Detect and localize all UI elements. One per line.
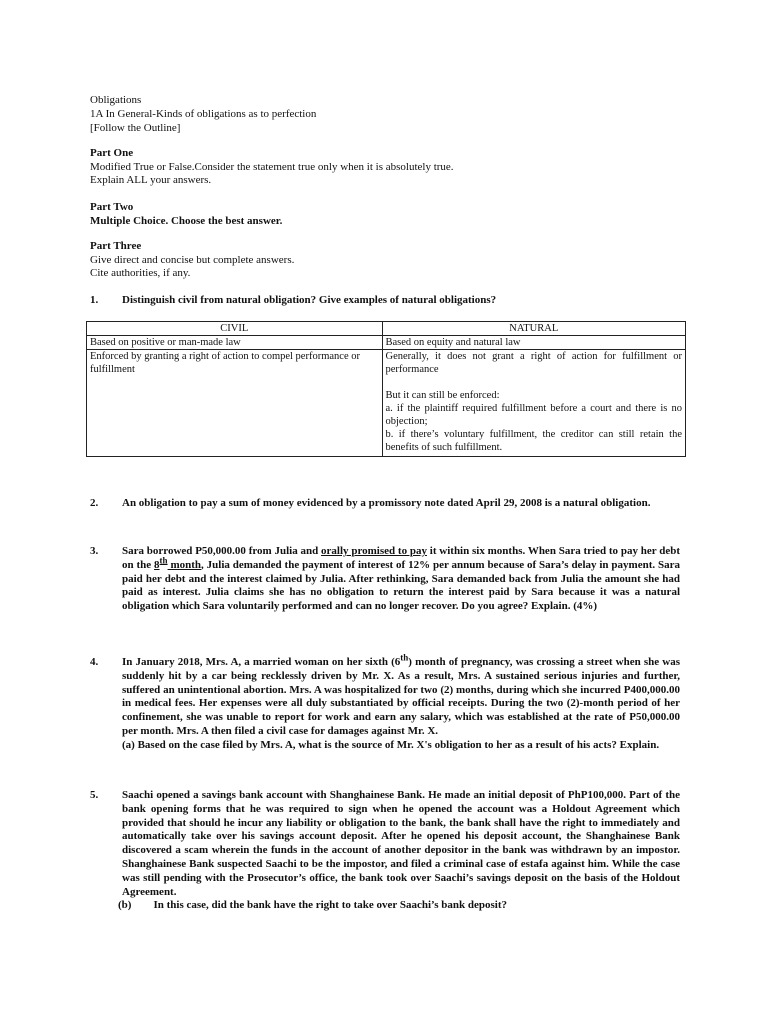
question-subpart: (a) Based on the case filed by Mrs. A, what is the source of Mr. X's obligation to her as a result of his acts? Explain. [122, 738, 660, 751]
question-1 [90, 294, 680, 308]
question-text: Saachi opened a savings bank account with Shanghainese Bank. He made an initial deposit of PhP100,000. Part of the bank opening forms that he was required to sign when he opened the account was a Holdout Agreement which provided that should he incur any liability or obligation to the bank, the bank shall have the right to immediately and automatically take over his savings account deposit. After he opened his deposit account, the Shanghainese Bank discovered a scam wherein the funds in the account of another depositor in the bank was withdrawn by an impostor. Shanghainese Bank suspected Saachi to be the impostor, and filed a criminal case of estafa against him. While the case was still pending with the Prosecutor’s office, the bank took over Saachi’s savings deposit on the basis of the Holdout Agreement. [122, 789, 680, 898]
question-number: 5. [90, 789, 99, 801]
document-header [90, 93, 316, 135]
question-number: 1. [90, 294, 99, 306]
header-line-1: Obligations [90, 94, 142, 106]
question-2 [90, 497, 680, 511]
table-cell: Based on equity and natural law [382, 336, 686, 350]
table-cell: Based on positive or man-made law [87, 336, 383, 350]
part-three-title: Part Three [90, 240, 142, 252]
natural-cell-line: But it can still be enforced: [385, 390, 500, 401]
subpart-label: (b) [118, 899, 132, 912]
part-one-instruction-2: Explain ALL your answers. [90, 174, 212, 186]
question-4 [90, 652, 680, 753]
table-cell [382, 350, 686, 457]
header-line-3: [Follow the Outline] [90, 122, 181, 134]
part-three [90, 240, 294, 281]
part-three-instruction-1: Give direct and concise but complete answers. [90, 253, 295, 266]
question-text: Sara borrowed P50,000.00 from Julia and orally promised to pay it within six months. When Sara tried to pay her debt on the 8th month, Julia demanded the payment of interest of 12% per annum because of Sara’s delay in payment. Sara paid her debt and the interest claimed by Julia. After rethinking, Sara demanded back from Julia the amount she had paid as interest. Julia claims she has no obligation to return the interest paid by Sara because it was a natural obligation which Sara voluntarily performed and can no longer recover. Do you agree? Explain. (4%) [122, 545, 681, 613]
question-subpart [90, 899, 680, 913]
table-row [87, 350, 686, 457]
part-two [90, 201, 282, 228]
table-header-row [87, 322, 686, 336]
natural-cell-line: Generally, it does not grant a right of action for fulfillment or performance [385, 351, 682, 375]
part-one-title: Part One [90, 147, 134, 159]
question-text: In January 2018, Mrs. A, a married woman on her sixth (6th) month of pregnancy, was crossing a street when she was suddenly hit by a car being recklessly driven by Mr. X. As a result, Mrs. A sustained serious injuries and further, suffered an unintentional abortion. Mrs. A was hospitalized for two (2) months, during which she incurred P400,000.00 in medical fees. Her expenses were all duly substantiated by official receipts. During the two (2)-month period of her confinement, she was unable to report for work and earn any salary, which was established at the rate of P50,000.00 per month. Mrs. A then filed a civil case for damages against Mr. X. [122, 652, 680, 737]
part-two-title: Part Two [90, 201, 134, 213]
header-line-2: 1A In General-Kinds of obligations as to perfection [90, 108, 317, 120]
natural-cell-line: b. if there’s voluntary fulfillment, the creditor can still retain the benefits of such fulfillment. [385, 429, 682, 453]
table-row [87, 336, 686, 350]
question-number: 4. [90, 656, 99, 668]
question-5 [90, 789, 680, 913]
question-text: Distinguish civil from natural obligation? Give examples of natural obligations? [122, 294, 497, 306]
part-two-instruction: Multiple Choice. Choose the best answer. [90, 214, 283, 227]
part-three-instruction-2: Cite authorities, if any. [90, 267, 191, 279]
question-number: 2. [90, 497, 99, 509]
civil-natural-table [86, 321, 686, 457]
column-header-natural: NATURAL [382, 322, 686, 336]
question-text: An obligation to pay a sum of money evidenced by a promissory note dated April 29, 2008 is a natural obligation. [122, 497, 651, 509]
question-3 [90, 545, 680, 614]
natural-cell-line: a. if the plaintiff required fulfillment before a court and there is no objection; [385, 403, 682, 427]
table-cell: Enforced by granting a right of action to compel performance or fulfillment [87, 350, 383, 457]
column-header-civil: CIVIL [87, 322, 383, 336]
part-one [90, 147, 454, 188]
subpart-text: In this case, did the bank have the right to take over Saachi’s bank deposit? [153, 899, 508, 912]
question-number: 3. [90, 545, 99, 557]
part-one-instruction-1: Modified True or False.Consider the statement true only when it is absolutely true. [90, 160, 454, 173]
